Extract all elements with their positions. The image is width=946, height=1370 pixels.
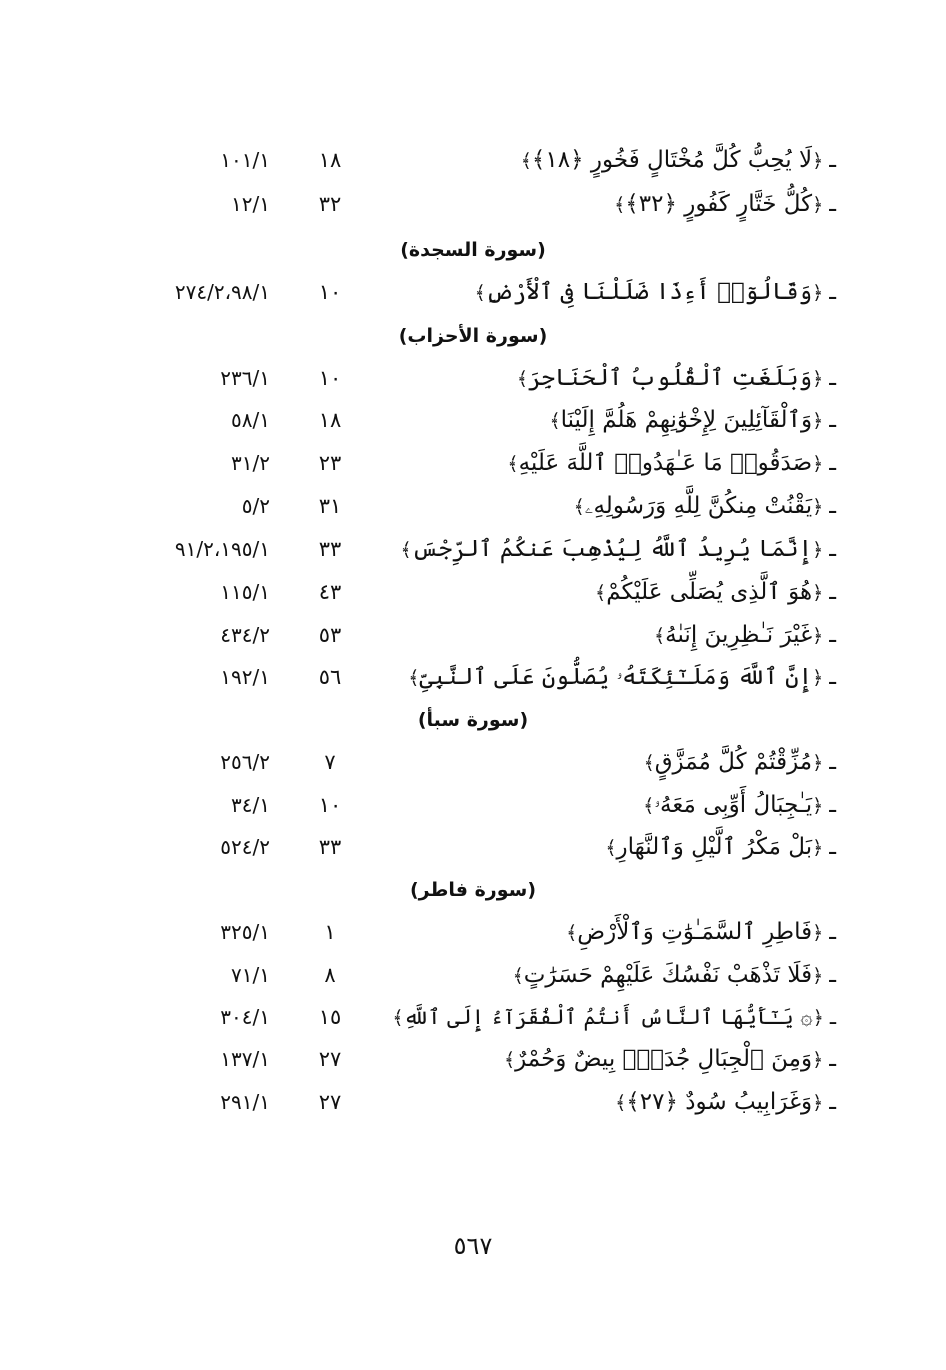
bullet-dash: ـ [829,536,836,562]
verse-cell [614,184,836,224]
bullet-dash: ـ [829,579,836,605]
ornate-bracket-close: ﴾ [654,625,666,647]
bullet-dash: ـ [829,279,836,305]
ornate-bracket-open: ﴿ [812,539,824,561]
ayah-number: ١٠ [318,280,342,304]
page-reference: ٣٢٥/١ [220,920,270,944]
verse-cell [504,1039,836,1079]
verse-text: إِنَّ ٱللَّهَ وَمَلَـٰٓئِكَتَهُۥ يُصَلُّونَ عَلَى ٱلنَّبِىِّ [419,664,813,690]
ornate-bracket-open: ﴿ [812,625,824,647]
index-row [0,615,946,655]
bullet-dash: ـ [829,365,836,391]
bullet-dash: ـ [829,493,836,519]
index-row [0,1039,946,1079]
ayah-number: ٣١ [318,494,342,518]
surah-heading: (سورة السجدة) [400,239,546,261]
verse-cell [566,912,836,952]
verse-cell [643,785,836,825]
ornate-bracket-close: ﴾ [643,795,655,817]
verse-cell [574,486,836,526]
verse-text: يَـٰجِبَالُ أَوِّبِى مَعَهُۥ [654,792,813,818]
index-row [0,997,946,1037]
index-row [0,358,946,398]
page-reference: ٢٧٤/٢،٩٨/١ [174,280,270,304]
ornate-bracket-close: ﴾ [408,667,420,689]
verse-text: صَدَقُوا۟ مَا عَـٰهَدُوا۟ ٱللَّهَ عَلَيْهِ [518,450,813,476]
ayah-number: ٥٣ [318,623,342,647]
ornate-bracket-open: ﴿ [812,453,824,475]
ayah-number: ٣٣ [318,835,342,859]
ornate-bracket-open: ﴿ [812,667,824,689]
ayah-number: ٥٦ [318,665,342,689]
index-row [0,572,946,612]
verse-text: فَلَا تَذْهَبْ نَفْسُكَ عَلَيْهِمْ حَسَرَٰتٍ [523,962,813,988]
verse-text: بَلْ مَكْرُ ٱلَّيْلِ وَٱلنَّهَارِ [616,834,813,860]
verse-cell [605,827,836,867]
bullet-dash: ـ [829,962,836,988]
verse-cell [615,1082,836,1122]
bullet-dash: ـ [829,1005,836,1029]
page-reference: ٣٤/١ [231,793,270,817]
ornate-bracket-open: ﴿ [812,965,824,987]
ornate-bracket-close: ﴾ [516,368,528,390]
index-row [0,742,946,782]
ayah-number: ١٥ [318,1005,342,1029]
ayah-number: ٣٢ [318,192,342,216]
ayah-number: ٨ [324,963,336,987]
page-reference: ١٣٧/١ [220,1047,270,1071]
verse-cell [408,657,836,697]
ornate-bracket-open: ﴿ [812,752,824,774]
ornate-bracket-open: ﴿ [812,410,824,432]
verse-cell [507,443,836,483]
page-reference: ١٠١/١ [220,148,270,172]
surah-heading: (سورة الأحزاب) [398,325,548,347]
page-reference: ٢٣٦/١ [220,366,270,390]
ayah-number: ١٠ [318,793,342,817]
bullet-dash: ـ [829,1089,836,1115]
ornate-bracket-close: ﴾ [566,922,578,944]
bullet-dash: ـ [829,792,836,818]
index-row [0,272,946,312]
verse-cell [549,400,836,440]
ornate-bracket-open: ﴿ [812,582,824,604]
bullet-dash: ـ [829,407,836,433]
verse-cell [517,358,836,398]
ornate-bracket-open: ﴿ [812,194,824,216]
bullet-dash: ـ [829,664,836,690]
surah-heading: (سورة سبأ) [417,709,529,731]
ayah-number: ٢٧ [318,1047,342,1071]
ornate-bracket-open: ﴿ [812,1092,824,1114]
verse-cell [644,742,836,782]
verse-text: وَبَلَغَتِ ٱلْقُلُوبُ ٱلْحَنَاجِرَ [527,365,813,391]
verse-text: إِنَّمَا يُرِيدُ ٱللَّهُ لِيُذْهِبَ عَنكُمُ ٱلرِّجْسَ [411,536,813,562]
index-row [0,657,946,697]
ayah-number: ٣٣ [318,537,342,561]
page-reference: ٧١/١ [231,963,270,987]
verse-text: ۞ يَـٰٓأَيُّهَا ٱلنَّاسُ أَنتُمُ ٱلْفُقَرَآءُ إِلَى ٱللَّهِ [403,1005,813,1029]
verse-cell [654,615,836,655]
ornate-bracket-close: ﴾ [400,539,412,561]
verse-text: غَيْرَ نَـٰظِرِينَ إِنَىٰهُ [665,622,813,648]
verse-text: وَٱلْقَآئِلِينَ لِإِخْوَٰنِهِمْ هَلُمَّ إِلَيْنَا [560,407,813,433]
index-row [0,785,946,825]
verse-cell [401,529,836,569]
page-reference: ٢٥٦/٢ [220,750,270,774]
ayah-number: ١٨ [318,148,342,172]
ornate-bracket-open: ﴿ [812,282,824,304]
page-reference: ٥/٢ [241,494,270,518]
index-row [0,955,946,995]
page-reference: ٣٠٤/١ [220,1005,270,1029]
ornate-bracket-open: ﴿ [812,496,824,518]
bullet-dash: ـ [829,919,836,945]
page-reference: ٩١/٢،١٩٥/١ [174,537,270,561]
ornate-bracket-close: ﴾ [615,1092,627,1114]
ornate-bracket-close: ﴾ [503,1049,516,1071]
ornate-bracket-close: ﴾ [520,150,532,172]
verse-text: وَغَرَابِيبُ سُودٌ ﴿٢٧﴾ [626,1089,813,1115]
index-row [0,140,946,180]
page-number: ٥٦٧ [453,1232,493,1260]
page-reference: ٢٩١/١ [220,1090,270,1114]
page-reference: ٤٣٤/٢ [220,623,270,647]
bullet-dash: ـ [829,834,836,860]
ornate-bracket-close: ﴾ [392,1007,404,1029]
ornate-bracket-close: ﴾ [614,194,626,216]
ayah-number: ١٨ [318,408,342,432]
verse-cell [521,140,836,180]
surah-heading: (سورة فاطر) [409,879,537,901]
ayah-number: ٧ [324,750,336,774]
ornate-bracket-open: ﴿ [812,1049,824,1071]
index-row [0,443,946,483]
ornate-bracket-close: ﴾ [549,410,561,432]
ornate-bracket-open: ﴿ [812,922,824,944]
page-reference: ٥٢٤/٢ [220,835,270,859]
verse-text: كُلُّ خَتَّارٍ كَفُورٍ ﴿٣٢﴾ [625,191,813,217]
ayah-number: ١٠ [318,366,342,390]
page-reference: ٣١/٢ [231,451,270,475]
verse-text: وَمِنَ ٱلْجِبَالِ جُدَدٌۢ بِيضٌ وَحُمْرٌ [515,1046,813,1072]
ayah-number: ٢٧ [318,1090,342,1114]
ornate-bracket-open: ﴿ [812,837,824,859]
index-row [0,1082,946,1122]
ornate-bracket-open: ﴿ [812,368,824,390]
bullet-dash: ـ [829,1046,836,1072]
ayah-number: ٤٣ [318,580,342,604]
verse-cell [513,955,836,995]
page-reference: ١١٥/١ [220,580,270,604]
bullet-dash: ـ [829,147,836,173]
ornate-bracket-open: ﴿ [812,795,824,817]
verse-text: لَا يُحِبُّ كُلَّ مُخْتَالٍ فَخُورٍ ﴿١٨﴾ [531,147,813,173]
index-row [0,486,946,526]
bullet-dash: ـ [829,749,836,775]
page-reference: ١٩٢/١ [220,665,270,689]
verse-text: هُوَ ٱلَّذِى يُصَلِّى عَلَيْكُمْ [606,579,813,605]
ornate-bracket-close: ﴾ [573,496,585,518]
verse-cell [392,997,836,1037]
ayah-number: ١ [324,920,336,944]
index-row [0,400,946,440]
index-row [0,184,946,224]
ornate-bracket-close: ﴾ [605,837,617,859]
bullet-dash: ـ [829,622,836,648]
verse-text: فَاطِرِ ٱلسَّمَـٰوَٰتِ وَٱلْأَرْضِ [577,919,813,945]
bullet-dash: ـ [829,191,836,217]
verse-cell [595,572,836,612]
verse-text: مُزِّقْتُمْ كُلَّ مُمَزَّقٍ [654,749,813,775]
ornate-bracket-close: ﴾ [512,965,524,987]
verse-text: وَقَالُوٓا۟ أَءِذَا ضَلَلْنَا فِى ٱلْأَرْضِ [485,279,813,305]
verse-text: يَقْنُتْ مِنكُنَّ لِلَّهِ وَرَسُولِهِۦ [584,493,813,519]
page-reference: ٥٨/١ [231,408,270,432]
index-row [0,912,946,952]
ayah-number: ٢٣ [318,451,342,475]
bullet-dash: ـ [829,450,836,476]
ornate-bracket-open: ﴿ [812,150,824,172]
index-row [0,827,946,867]
ornate-bracket-close: ﴾ [595,582,607,604]
index-row [0,529,946,569]
ornate-bracket-close: ﴾ [474,282,486,304]
verse-cell [475,272,836,312]
ornate-bracket-close: ﴾ [643,752,655,774]
ornate-bracket-open: ﴿ [812,1007,824,1029]
page-reference: ١٢/١ [231,192,270,216]
ornate-bracket-close: ﴾ [507,453,519,475]
